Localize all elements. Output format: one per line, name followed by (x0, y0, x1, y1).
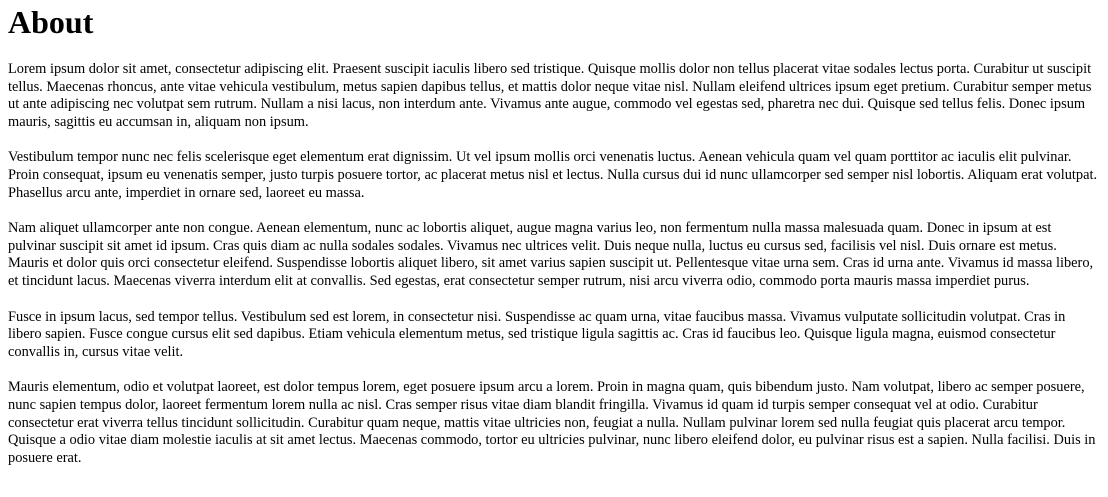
paragraph-5: Mauris elementum, odio et volutpat laoreet, est dolor tempus lorem, eget posuere ipsum arcu a lorem. Proin in magna quam, quis bibendum justo. Nam volutpat, libero ac semper posuere, nunc sapien tempus dolor, laoreet fermentum lorem nulla ac nisl. Cras semper risus vitae diam blandit fringilla. Vivamus id quam id turpis semper consequat vel at odio. Curabitur consectetur erat viverra tellus tincidunt sollicitudin. Curabitur quam neque, mattis vitae ultricies non, feugiat a nulla. Nullam pulvinar lorem sed nulla feugiat quis placerat arcu tempor. Quisque a odio vitae diam molestie iaculis at sit amet lectus. Maecenas commodo, tortor eu ultricies pulvinar, nunc libero eleifend dolor, eu pulvinar risus est a sapien. Nulla facilisi. Duis in posuere erat. (8, 379, 1096, 466)
paragraph-1: Lorem ipsum dolor sit amet, consectetur adipiscing elit. Praesent suscipit iaculis libero sed tristique. Quisque mollis dolor non tellus placerat vitae sodales lectus porta. Curabitur ut suscipit tellus. Maecenas rhoncus, ante vitae vehicula vestibulum, metus sapien dapibus tellus, et mattis dolor neque vitae nisl. Nullam eleifend ultrices ipsum eget pretium. Curabitur semper metus ut ante adipiscing nec volutpat sem rutrum. Nullam a nisi lacus, non interdum ante. Vivamus ante augue, commodo vel egestas sed, pharetra nec dui. Quisque sed tellus felis. Donec ipsum mauris, sagittis eu accumsan in, aliquam non ipsum. (8, 61, 1092, 130)
page-title: About (8, 4, 94, 40)
paragraph-3: Nam aliquet ullamcorper ante non congue. Aenean elementum, nunc ac lobortis aliquet, augue magna varius leo, non fermentum nulla massa malesuada quam. Donec in ipsum at est pulvinar suscipit sit amet id ipsum. Cras quis diam ac nulla sodales sodales. Vivamus nec ultrices velit. Duis neque nulla, luctus eu cursus sed, facilisis vel nisl. Duis ornare est metus. Mauris et dolor quis orci consectetur eleifend. Suspendisse lobortis aliquet libero, sit amet varius sapien suscipit ut. Pellentesque vitae urna sem. Cras id urna ante. Vivamus id massa libero, et tincidunt lacus. Maecenas viverra interdum elit at convallis. Sed egestas, erat consectetur semper rutrum, nisi arcu viverra odio, commodo porta mauris massa imperdiet purus. (8, 220, 1094, 289)
paragraph-4: Fusce in ipsum lacus, sed tempor tellus. Vestibulum sed est lorem, in consectetur nisi. Suspendisse ac quam urna, vitae faucibus massa. Vivamus vulputate sollicitudin volutpat. Cras in libero sapien. Fusce congue cursus elit sed dapibus. Etiam vehicula elementum metus, sed tristique ligula sagittis ac. Cras id faucibus leo. Quisque ligula magna, euismod consectetur convallis in, cursus vitae velit. (8, 308, 1066, 360)
paragraph-2: Vestibulum tempor nunc nec felis scelerisque eget elementum erat dignissim. Ut vel ipsum mollis orci venenatis luctus. Aenean vehicula quam vel quam porttitor ac iaculis elit pulvinar. Proin consequat, ipsum eu venenatis semper, justo turpis posuere tortor, ac placerat metus nisl et lectus. Nulla cursus dui id nunc ullamcorper sed semper nisl lobortis. Aliquam erat volutpat. Phasellus arcu ante, imperdiet in ornare sed, laoreet eu massa. (8, 149, 1098, 201)
